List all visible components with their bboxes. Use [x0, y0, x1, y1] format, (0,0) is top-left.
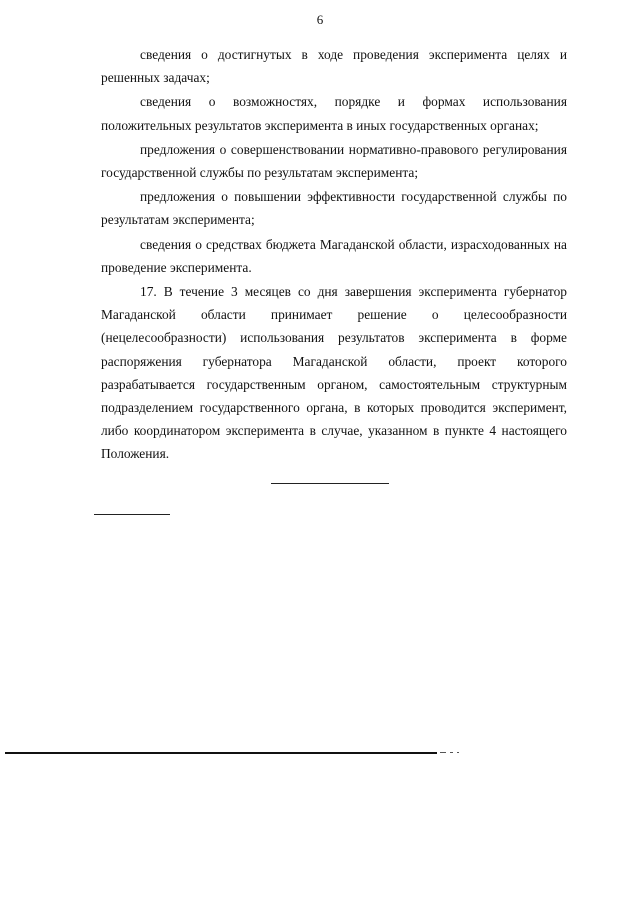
paragraph-efficiency-proposals: предложения о повышении эффективности государственной службы по результатам эксперимента;: [101, 189, 567, 228]
scan-artifact-line: [5, 752, 437, 754]
scan-artifact-dash: [440, 752, 446, 753]
paragraph-usage-opportunities: сведения о возможностях, порядке и формах использования положительных результатов эксперимента в иных государственных органах;: [101, 94, 567, 133]
document-body: [101, 43, 567, 466]
page-number: 6: [316, 12, 324, 27]
scan-artifact-dash: [457, 752, 459, 753]
paragraph-budget-info: сведения о средствах бюджета Магаданской области, израсходованных на проведение эксперимента.: [101, 236, 567, 275]
paragraph-goals: сведения о достигнутых в ходе проведения эксперимента целях и решенных задачах;: [101, 47, 567, 86]
paragraph-item-17: 17. В течение 3 месяцев со дня завершения эксперимента губернатор Магаданской области принимает решение о целесообразности (нецелесообразности) использования результатов эксперимента в форме распоряжения губернатора Магаданской области, проект которого разрабатывается государственным органом, самостоятельным структурным подразделением государственного органа, в которых проводится эксперимент, либо координатором эксперимента в случае, указанном в пункте 4 настоящего Положения.: [101, 284, 567, 462]
scan-artifact-dash: [450, 752, 453, 753]
paragraph-regulation-proposals: предложения о совершенствовании нормативно-правового регулирования государственной службы по результатам эксперимента;: [101, 141, 567, 181]
footnote-divider: [94, 514, 170, 515]
end-of-text-divider: [271, 483, 389, 484]
